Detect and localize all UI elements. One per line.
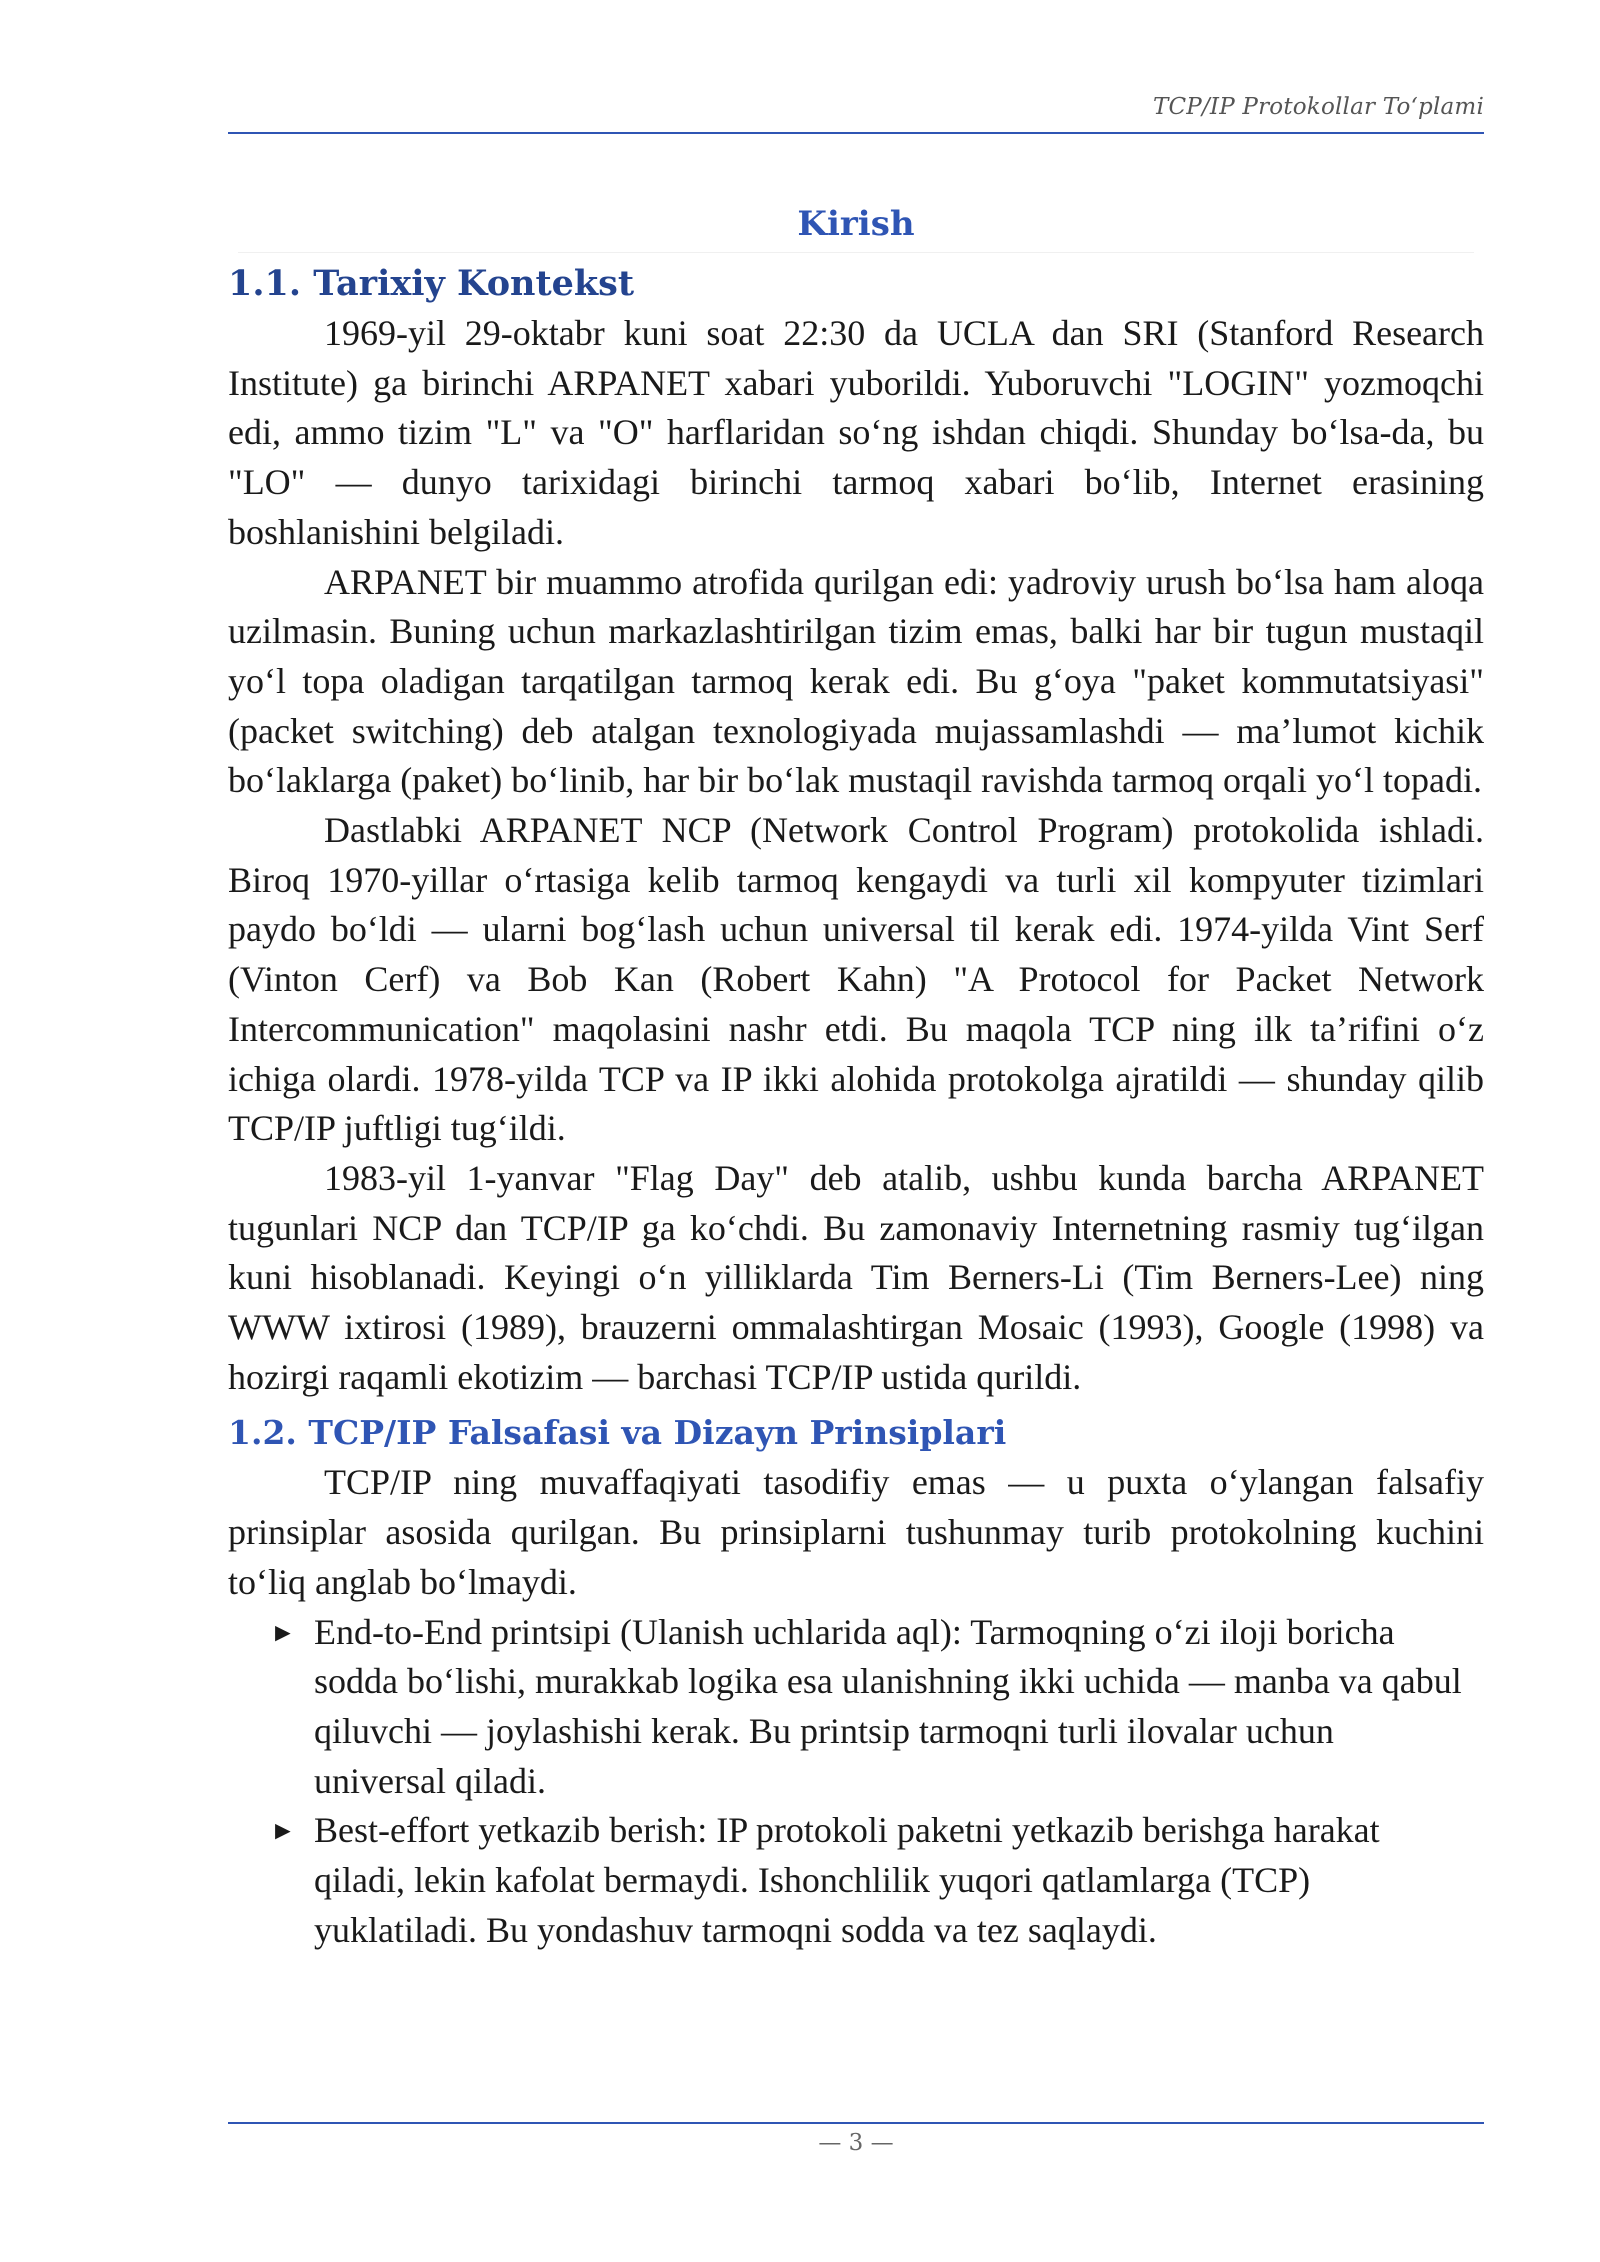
- bullet-list: [228, 1608, 1484, 1956]
- paragraph: 1983-yil 1-yanvar "Flag Day" deb atalib, ushbu kunda barcha ARPANET tugunlari NCP dan TCP/IP ga ko‘chdi. Bu zamonaviy Internetning rasmiy tug‘ilgan kuni hisoblanadi. Keyingi o‘n yilliklarda Tim Berners-Li (Tim Berners-Lee) ning WWW ixtirosi (1989), brauzerni ommalashtirgan Mosaic (1993), Google (1998) va hozirgi raqamli ekotizim — barchasi TCP/IP ustida qurildi.: [228, 1157, 1484, 1397]
- page-header: [228, 92, 1484, 134]
- paragraph: 1969-yil 29-oktabr kuni soat 22:30 da UCLA dan SRI (Stanford Research Institute) ga birinchi ARPANET xabari yuborildi. Yuboruvchi "LOGIN" yozmoqchi edi, ammo tizim "L" va "O" harflaridan so‘ng ishdan chiqdi. Shunday bo‘lsa-da, bu "LO" — dunyo tarixidagi birinchi tarmoq xabari bo‘lib, Internet erasining boshlanishini belgiladi.: [228, 313, 1484, 552]
- paragraph: TCP/IP ning muvaffaqiyati tasodifiy emas — u puxta o‘ylangan falsafiy prinsiplar asosida qurilgan. Bu prinsiplarni tushunmay turib protokolning kuchini to‘liq anglab bo‘lmaydi.: [228, 1462, 1484, 1602]
- running-title: TCP/IP Protokollar To‘plami: [1152, 94, 1484, 120]
- page-content: [228, 196, 1484, 1956]
- list-item-text: Best-effort yetkazib berish: IP protokoli paketni yetkazib berishga harakat qiladi, lekin kafolat bermaydi. Ishonchlilik yuqori qatlamlarga (TCP) yuklatiladi. Bu yondashuv tarmoqni sodda va tez saqlaydi.: [314, 1810, 1380, 1950]
- triangle-bullet-icon: ►: [270, 1816, 296, 1846]
- list-item-text: End-to-End printsipi (Ulanish uchlarida aql): Tarmoqning o‘zi iloji boricha sodda bo‘lishi, murakkab logika esa ulanishning ikki uchida — manba va qabul qiluvchi — joylashishi kerak. Bu printsip tarmoqni turli ilovalar uchun universal qiladi.: [314, 1611, 1462, 1801]
- triangle-bullet-icon: ►: [270, 1617, 296, 1647]
- page-number: — 3 —: [818, 2130, 894, 2156]
- paragraph: ARPANET bir muammo atrofida qurilgan edi: yadroviy urush bo‘lsa ham aloqa uzilmasin. Buning uchun markazlashtirilgan tizim emas, balki har bir tugun mustaqil yo‘l topa oladigan tarqatilgan tarmoq kerak edi. Bu g‘oya "paket kommutatsiyasi" (packet switching) deb atalgan texnologiyada mujassamlashdi — ma’lumot kichik bo‘laklarga (paket) bo‘linib, har bir bo‘lak mustaqil ravishda tarmoq orqali yo‘l topadi.: [228, 561, 1484, 801]
- section-title: 1.1. Tarixiy Kontekst: [228, 263, 635, 304]
- paragraph: Dastlabki ARPANET NCP (Network Control Program) protokolida ishladi. Biroq 1970-yillar o‘rtasiga kelib tarmoq kengaydi va turli xil kompyuter tizimlari paydo bo‘ldi — ularni bog‘lash uchun universal til kerak edi. 1974-yilda Vint Serf (Vinton Cerf) va Bob Kan (Robert Kahn) "A Protocol for Packet Network Intercommunication" maqolasini nashr etdi. Bu maqola TCP ning ilk ta’rifini o‘z ichiga olardi. 1978-yilda TCP va IP ikki alohida protokolga ajratildi — shunday qilib TCP/IP juftligi tug‘ildi.: [228, 810, 1484, 1149]
- chapter-title: Kirish: [238, 196, 1474, 253]
- section-title: 1.2. TCP/IP Falsafasi va Dizayn Prinsiplari: [228, 1413, 1007, 1453]
- list-item: [228, 1806, 1484, 1955]
- page-footer: [228, 2122, 1484, 2156]
- list-item: [228, 1608, 1484, 1807]
